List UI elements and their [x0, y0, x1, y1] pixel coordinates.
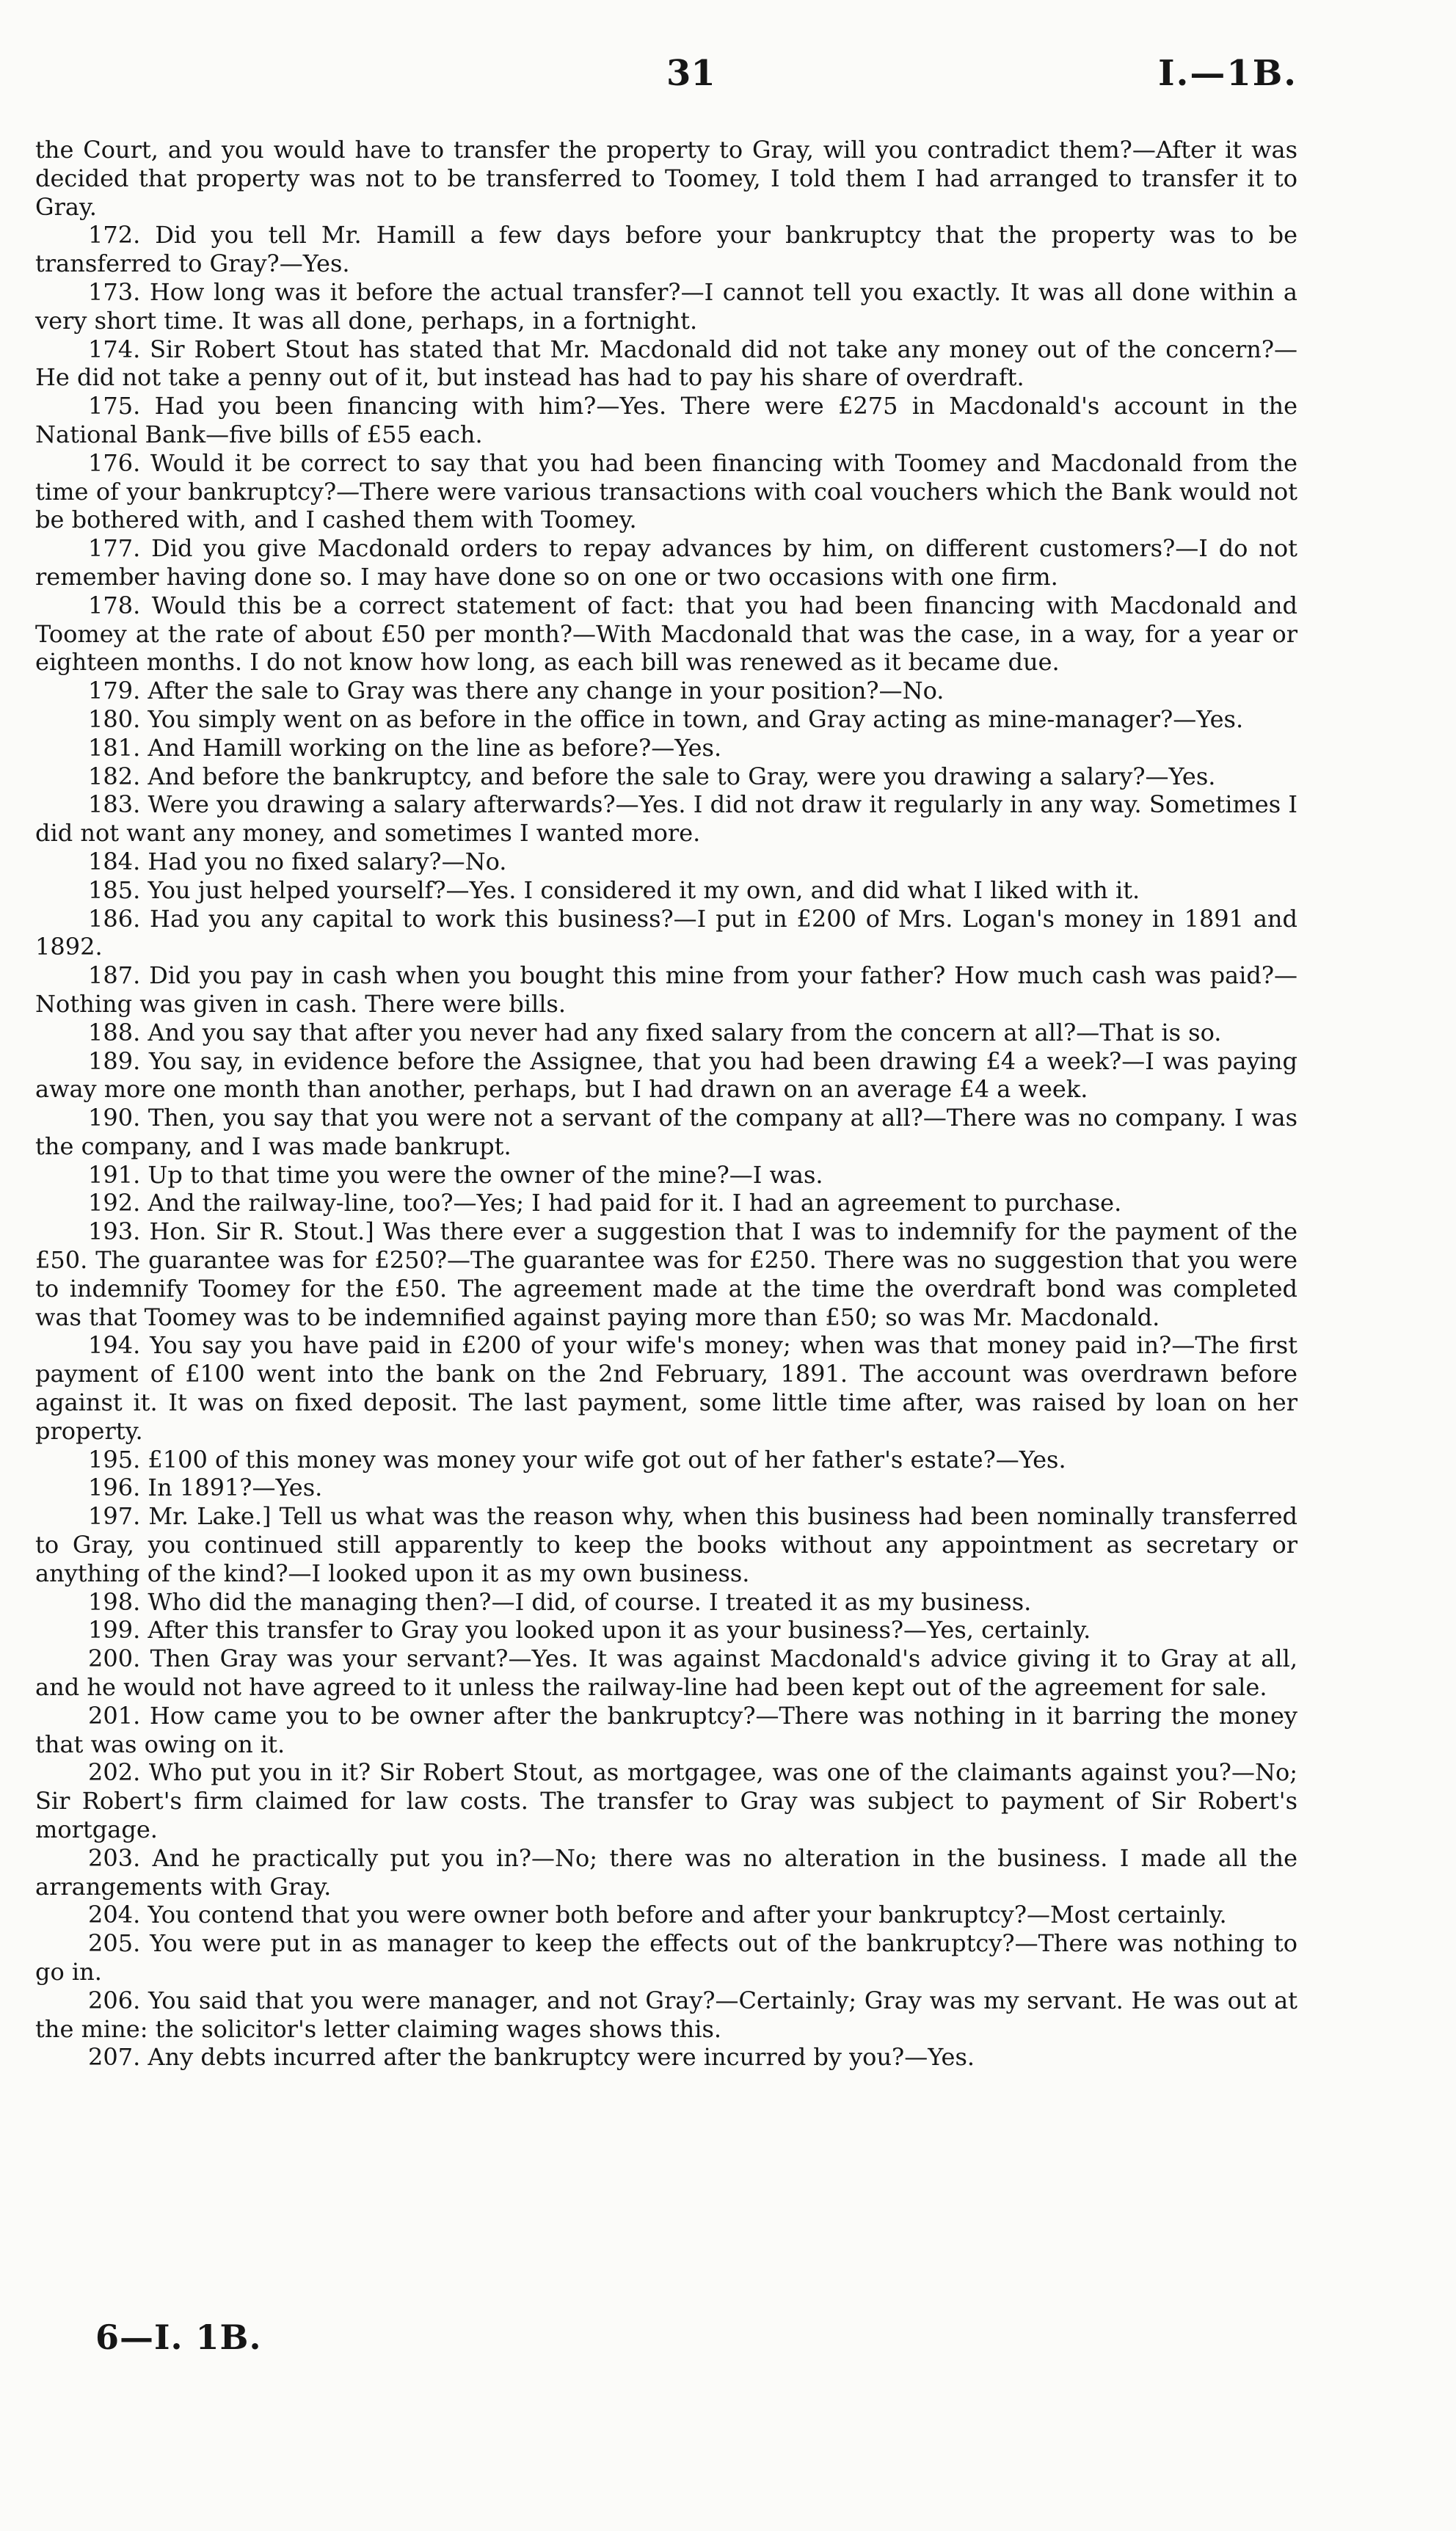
paragraph-191: 191. Up to that time you were the owner of the mine?—I was.	[88, 1160, 823, 1189]
series-reference: I.—1B.	[1158, 53, 1297, 94]
paragraph-174: 174. Sir Robert Stout has stated that Mr. Macdonald did not take any money out of the concern?—He did not take a penny out of it, but instead has had to pay his share of overdraft.	[35, 335, 1297, 392]
paragraph-185: 185. You just helped yourself?—Yes. I considered it my own, and did what I liked with it.	[88, 875, 1140, 904]
paragraph-197: 197. Mr. Lake.] Tell us what was the reason why, when this business had been nominally transferred to Gray, you continued still apparently to keep the books without any appointment as secretary or anything of the kind?—I looked upon it as my own business.	[35, 1502, 1297, 1587]
paragraph-189: 189. You say, in evidence before the Assignee, that you had been drawing £4 a week?—I was paying away more one month than another, perhaps, but I had drawn on an average £4 a week.	[35, 1046, 1297, 1104]
paragraph-179: 179. After the sale to Gray was there any change in your position?—No.	[88, 677, 944, 705]
paragraph-173: 173. How long was it before the actual transfer?—I cannot tell you exactly. It was all done within a very short time. It was all done, perhaps, in a fortnight.	[35, 277, 1297, 335]
paragraph-175: 175. Had you been financing with him?—Yes. There were £275 in Macdonald's account in the National Bank—five bills of £55 each.	[35, 392, 1297, 448]
page-number: 31	[666, 53, 716, 94]
paragraph-188: 188. And you say that after you never had any fixed salary from the concern at all?—That is so.	[88, 1018, 1222, 1046]
paragraph-184: 184. Had you no fixed salary?—No.	[88, 847, 507, 875]
paragraph-198: 198. Who did the managing then?—I did, of course. I treated it as my business.	[88, 1587, 1032, 1616]
paragraph-183: 183. Were you drawing a salary afterwards?—Yes. I did not draw it regularly in any way. Sometimes I did not want any money, and sometimes I wanted more.	[35, 790, 1297, 848]
paragraph-192: 192. And the railway-line, too?—Yes; I had paid for it. I had an agreement to purchase.	[88, 1189, 1122, 1217]
paragraph-176: 176. Would it be correct to say that you had been financing with Toomey and Macdonald from the time of your bankruptcy?—There were various transactions with coal vouchers which the Bank would not be bothered with, and I cashed them with Toomey.	[35, 448, 1297, 534]
paragraph-203: 203. And he practically put you in?—No; there was no alteration in the business. I made all the arrangements with Gray.	[35, 1843, 1297, 1901]
paragraph-206: 206. You said that you were manager, and not Gray?—Certainly; Gray was my servant. He was out at the mine: the solicitor's letter claiming wages shows this.	[35, 1986, 1297, 2043]
paragraph-172: 172. Did you tell Mr. Hamill a few days before your bankruptcy that the property was to be transferred to Gray?—Yes.	[35, 221, 1297, 278]
paragraph-200: 200. Then Gray was your servant?—Yes. It was against Macdonald's advice giving it to Gray at all, and he would not have agreed to it unless the railway-line had been kept out of the agreement for sale.	[35, 1645, 1297, 1702]
paragraph-199: 199. After this transfer to Gray you looked upon it as your business?—Yes, certainly.	[88, 1616, 1091, 1645]
paragraph-207: 207. Any debts incurred after the bankruptcy were incurred by you?—Yes.	[88, 2043, 975, 2072]
page-header	[35, 53, 1297, 104]
paragraph-201: 201. How came you to be owner after the bankruptcy?—There was nothing in it barring the money that was owing on it.	[35, 1701, 1297, 1758]
evidence-text	[35, 136, 1297, 2072]
paragraph-194: 194. You say you have paid in £200 of your wife's money; when was that money paid in?—The first payment of £100 went into the bank on the 2nd February, 1891. The account was overdrawn before against it. It was on fixed deposit. The last payment, some little time after, was raised by loan on her property.	[35, 1331, 1297, 1445]
paragraph-187: 187. Did you pay in cash when you bought this mine from your father? How much cash was paid?—Nothing was given in cash. There were bills.	[35, 961, 1297, 1018]
paragraph-180: 180. You simply went on as before in the office in town, and Gray acting as mine-manager?—Yes.	[88, 704, 1244, 733]
paragraph-195: 195. £100 of this money was money your wife got out of her father's estate?—Yes.	[88, 1445, 1066, 1474]
paragraph-continuation: the Court, and you would have to transfer the property to Gray, will you contradict them?—After it was decided that property was not to be transferred to Toomey, I told them I had arranged to transfer it to Gray.	[35, 136, 1297, 221]
paragraph-204: 204. You contend that you were owner both before and after your bankruptcy?—Most certainly.	[88, 1901, 1227, 1929]
paragraph-182: 182. And before the bankruptcy, and before the sale to Gray, were you drawing a salary?—Yes.	[88, 762, 1216, 790]
paragraph-193: 193. Hon. Sir R. Stout.] Was there ever a suggestion that I was to indemnify for the payment of the £50. The guarantee was for £250?—The guarantee was for £250. There was no suggestion that you were to indemnify Toomey for the £50. The agreement made at the time the overdraft bond was completed was that Toomey was to be indemnified against paying more than £50; so was Mr. Macdonald.	[35, 1217, 1297, 1331]
paragraph-178: 178. Would this be a correct statement of fact: that you had been financing with Macdonald and Toomey at the rate of about £50 per month?—With Macdonald that was the case, in a way, for a year or eighteen months. I do not know how long, as each bill was renewed as it became due.	[35, 591, 1297, 677]
paragraph-186: 186. Had you any capital to work this business?—I put in £200 of Mrs. Logan's money in 1891 and 1892.	[35, 904, 1297, 961]
signature-mark: 6—I. 1B.	[95, 2317, 262, 2357]
paragraph-202: 202. Who put you in it? Sir Robert Stout, as mortgagee, was one of the claimants against you?—No; Sir Robert's firm claimed for law costs. The transfer to Gray was subject to payment of Sir Robert's mortgage.	[35, 1758, 1297, 1844]
paragraph-196: 196. In 1891?—Yes.	[88, 1474, 323, 1502]
paragraph-177: 177. Did you give Macdonald orders to repay advances by him, on different customers?—I do not remember having done so. I may have done so on one or two occasions with one firm.	[35, 534, 1297, 591]
paragraph-181: 181. And Hamill working on the line as before?—Yes.	[88, 733, 722, 762]
paragraph-205: 205. You were put in as manager to keep the effects out of the bankruptcy?—There was nothing to go in.	[35, 1929, 1297, 1986]
paragraph-190: 190. Then, you say that you were not a servant of the company at all?—There was no company. I was the company, and I was made bankrupt.	[35, 1104, 1297, 1160]
